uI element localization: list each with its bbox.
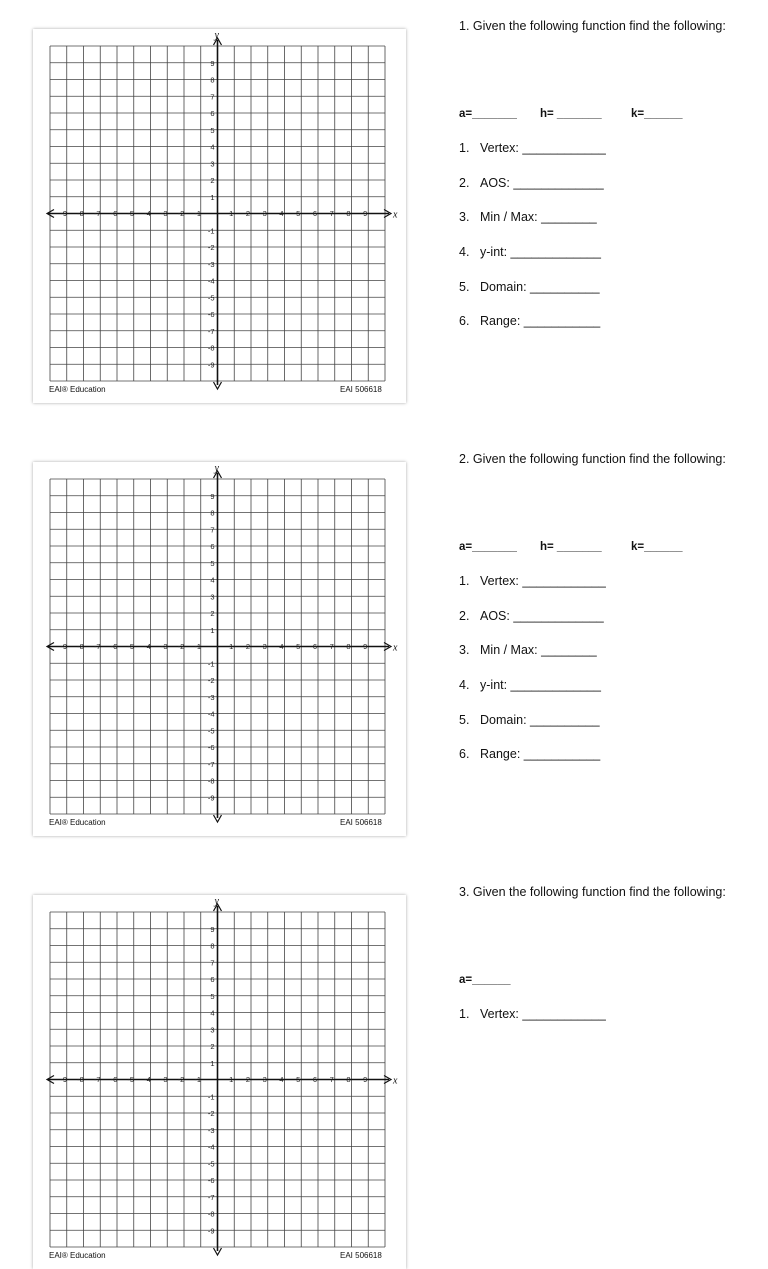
x-tick-label: 3 xyxy=(262,209,267,218)
x-tick-label: 4 xyxy=(279,209,284,218)
x-tick-label: -4 xyxy=(144,209,151,218)
y-tick-label: 3 xyxy=(210,159,215,169)
y-tick-label: 9 xyxy=(210,58,215,68)
x-tick-label: -5 xyxy=(127,642,135,651)
y-tick-label: -3 xyxy=(207,692,215,702)
x-tick-label: 8 xyxy=(346,1075,351,1084)
coordinate-grid-1 xyxy=(33,29,406,403)
y-tick-label: -8 xyxy=(207,776,215,786)
x-tick-label: -8 xyxy=(77,642,84,651)
y-tick-label: 3 xyxy=(210,592,215,602)
question-min-max: 3. Min / Max: ________ xyxy=(459,210,597,224)
x-tick-label: -9 xyxy=(60,1075,68,1084)
y-tick-label: 8 xyxy=(210,75,215,85)
y-tick-label: -9 xyxy=(207,360,215,370)
y-tick-label: 7 xyxy=(210,958,215,968)
x-tick-label: -1 xyxy=(194,1075,202,1084)
y-tick-label: 7 xyxy=(210,525,215,535)
y-tick-label: 2 xyxy=(210,176,215,185)
y-tick-label: 6 xyxy=(210,975,215,984)
x-tick-label: -5 xyxy=(127,209,135,218)
y-tick-label: -5 xyxy=(207,1159,215,1169)
x-tick-label: 1 xyxy=(229,209,234,218)
x-tick-label: 7 xyxy=(329,1075,334,1084)
question-domain: 5. Domain: __________ xyxy=(459,280,600,294)
question-domain: 5. Domain: __________ xyxy=(459,713,600,727)
x-tick-label: -2 xyxy=(177,642,185,651)
h-blank: h= _______ xyxy=(540,108,602,120)
y-tick-label: -6 xyxy=(207,310,215,319)
grid-plane xyxy=(33,29,406,403)
x-tick-label: -1 xyxy=(194,209,202,218)
x-tick-label: 2 xyxy=(245,209,251,218)
question-y-int: 4. y-int: _____________ xyxy=(459,245,601,259)
x-tick-label: 8 xyxy=(346,209,351,218)
problem-title: 3. Given the following function find the following: xyxy=(459,885,726,899)
y-tick-label: -6 xyxy=(207,1176,215,1185)
y-tick-label: -2 xyxy=(207,676,215,685)
x-tick-label: -4 xyxy=(144,642,151,651)
y-tick-label: 5 xyxy=(210,558,215,568)
y-tick-label: 1 xyxy=(210,625,215,635)
y-tick-label: 2 xyxy=(210,1042,215,1051)
grid-plane xyxy=(33,462,406,836)
x-tick-label: -7 xyxy=(93,209,101,218)
y-tick-label: -3 xyxy=(207,1125,215,1135)
y-tick-label: 3 xyxy=(210,1025,215,1035)
y-tick-label: -4 xyxy=(207,1142,215,1152)
x-tick-label: 7 xyxy=(329,642,334,651)
question-min-max: 3. Min / Max: ________ xyxy=(459,643,597,657)
y-tick-label: 4 xyxy=(210,142,215,152)
x-tick-label: -3 xyxy=(160,642,168,651)
question-range: 6. Range: ___________ xyxy=(459,747,601,761)
x-tick-label: 3 xyxy=(262,642,267,651)
y-tick-label: -6 xyxy=(207,743,215,752)
y-tick-label: 8 xyxy=(210,508,215,518)
x-tick-label: -6 xyxy=(110,209,118,218)
y-tick-label: 6 xyxy=(210,109,215,118)
x-tick-label: 1 xyxy=(229,642,234,651)
x-tick-label: -3 xyxy=(160,1075,168,1084)
y-tick-label: -7 xyxy=(207,326,215,336)
y-tick-label: 2 xyxy=(210,609,215,618)
question-vertex: 1. Vertex: ____________ xyxy=(459,574,606,588)
y-tick-label: -9 xyxy=(207,1226,215,1236)
x-tick-label: -2 xyxy=(177,209,185,218)
question-vertex: 1. Vertex: ____________ xyxy=(459,1007,606,1021)
y-tick-label: -1 xyxy=(207,659,215,669)
y-tick-label: -8 xyxy=(207,1209,215,1219)
x-tick-label: -6 xyxy=(110,642,118,651)
x-tick-label: -5 xyxy=(127,1075,135,1084)
x-tick-label: 9 xyxy=(363,642,368,651)
y-tick-label: -2 xyxy=(207,1109,215,1118)
x-tick-label: -6 xyxy=(110,1075,118,1084)
a-blank: a=_______ xyxy=(459,108,517,120)
x-tick-label: 6 xyxy=(312,1075,318,1084)
x-tick-label: 2 xyxy=(245,1075,251,1084)
problem-title: 2. Given the following function find the following: xyxy=(459,452,726,466)
x-axis-label: x xyxy=(393,642,398,654)
y-tick-label: -5 xyxy=(207,726,215,736)
coordinate-grid-3 xyxy=(33,895,406,1269)
x-tick-label: -7 xyxy=(93,1075,101,1084)
y-tick-label: -5 xyxy=(207,293,215,303)
y-tick-label: 4 xyxy=(210,575,215,585)
y-tick-label: 9 xyxy=(210,924,215,934)
x-tick-label: -2 xyxy=(177,1075,185,1084)
y-tick-label: -2 xyxy=(207,243,215,252)
x-tick-label: 4 xyxy=(279,1075,284,1084)
publisher-label: EAI® Education xyxy=(49,1251,106,1260)
y-tick-label: 1 xyxy=(210,1058,215,1068)
x-tick-label: 7 xyxy=(329,209,334,218)
x-tick-label: -1 xyxy=(194,642,202,651)
x-tick-label: -9 xyxy=(60,642,68,651)
x-tick-label: 4 xyxy=(279,642,284,651)
a-blank: a=______ xyxy=(459,974,511,986)
x-tick-label: -4 xyxy=(144,1075,151,1084)
x-tick-label: 9 xyxy=(363,209,368,218)
y-axis-label: y xyxy=(214,896,219,907)
grid-plane xyxy=(33,895,406,1269)
x-tick-label: 5 xyxy=(296,642,301,651)
x-tick-label: 5 xyxy=(296,209,301,218)
x-axis-label: x xyxy=(393,1075,398,1087)
x-tick-label: 6 xyxy=(312,209,318,218)
a-blank: a=_______ xyxy=(459,541,517,553)
y-tick-label: -1 xyxy=(207,1092,215,1102)
problem-1 xyxy=(459,18,749,338)
y-tick-label: -1 xyxy=(207,226,215,236)
coordinate-grid-2 xyxy=(33,462,406,836)
y-tick-label: 5 xyxy=(210,125,215,135)
publisher-label: EAI® Education xyxy=(49,385,106,394)
x-tick-label: -8 xyxy=(77,1075,84,1084)
question-y-int: 4. y-int: _____________ xyxy=(459,678,601,692)
x-tick-label: 1 xyxy=(229,1075,234,1084)
x-tick-label: -8 xyxy=(77,209,84,218)
x-tick-label: -3 xyxy=(160,209,168,218)
problem-2 xyxy=(459,451,749,771)
publisher-label: EAI® Education xyxy=(49,818,106,827)
x-tick-label: -7 xyxy=(93,642,101,651)
y-tick-label: 7 xyxy=(210,92,215,102)
y-tick-label: 6 xyxy=(210,542,215,551)
h-blank: h= _______ xyxy=(540,541,602,553)
question-aos: 2. AOS: _____________ xyxy=(459,176,604,190)
y-tick-label: 5 xyxy=(210,991,215,1001)
x-axis-label: x xyxy=(393,209,398,221)
product-code: EAI 506618 xyxy=(340,385,382,394)
product-code: EAI 506618 xyxy=(340,818,382,827)
x-tick-label: 5 xyxy=(296,1075,301,1084)
x-tick-label: 9 xyxy=(363,1075,368,1084)
y-axis-label: y xyxy=(214,463,219,474)
question-vertex: 1. Vertex: ____________ xyxy=(459,141,606,155)
x-tick-label: 3 xyxy=(262,1075,267,1084)
problem-title: 1. Given the following function find the following: xyxy=(459,19,726,33)
y-tick-label: 4 xyxy=(210,1008,215,1018)
x-tick-label: 2 xyxy=(245,642,251,651)
k-blank: k=______ xyxy=(631,541,683,553)
question-range: 6. Range: ___________ xyxy=(459,314,601,328)
y-tick-label: -3 xyxy=(207,259,215,269)
product-code: EAI 506618 xyxy=(340,1251,382,1260)
y-tick-label: 9 xyxy=(210,491,215,501)
x-tick-label: 8 xyxy=(346,642,351,651)
k-blank: k=______ xyxy=(631,108,683,120)
x-tick-label: -9 xyxy=(60,209,68,218)
y-tick-label: -9 xyxy=(207,793,215,803)
y-tick-label: -4 xyxy=(207,709,215,719)
y-tick-label: -7 xyxy=(207,1192,215,1202)
y-axis-label: y xyxy=(214,30,219,41)
x-tick-label: 6 xyxy=(312,642,318,651)
y-tick-label: 8 xyxy=(210,941,215,951)
question-aos: 2. AOS: _____________ xyxy=(459,609,604,623)
problem-3 xyxy=(459,884,749,1024)
y-tick-label: -4 xyxy=(207,276,215,286)
y-tick-label: -7 xyxy=(207,759,215,769)
y-tick-label: 1 xyxy=(210,192,215,202)
y-tick-label: -8 xyxy=(207,343,215,353)
